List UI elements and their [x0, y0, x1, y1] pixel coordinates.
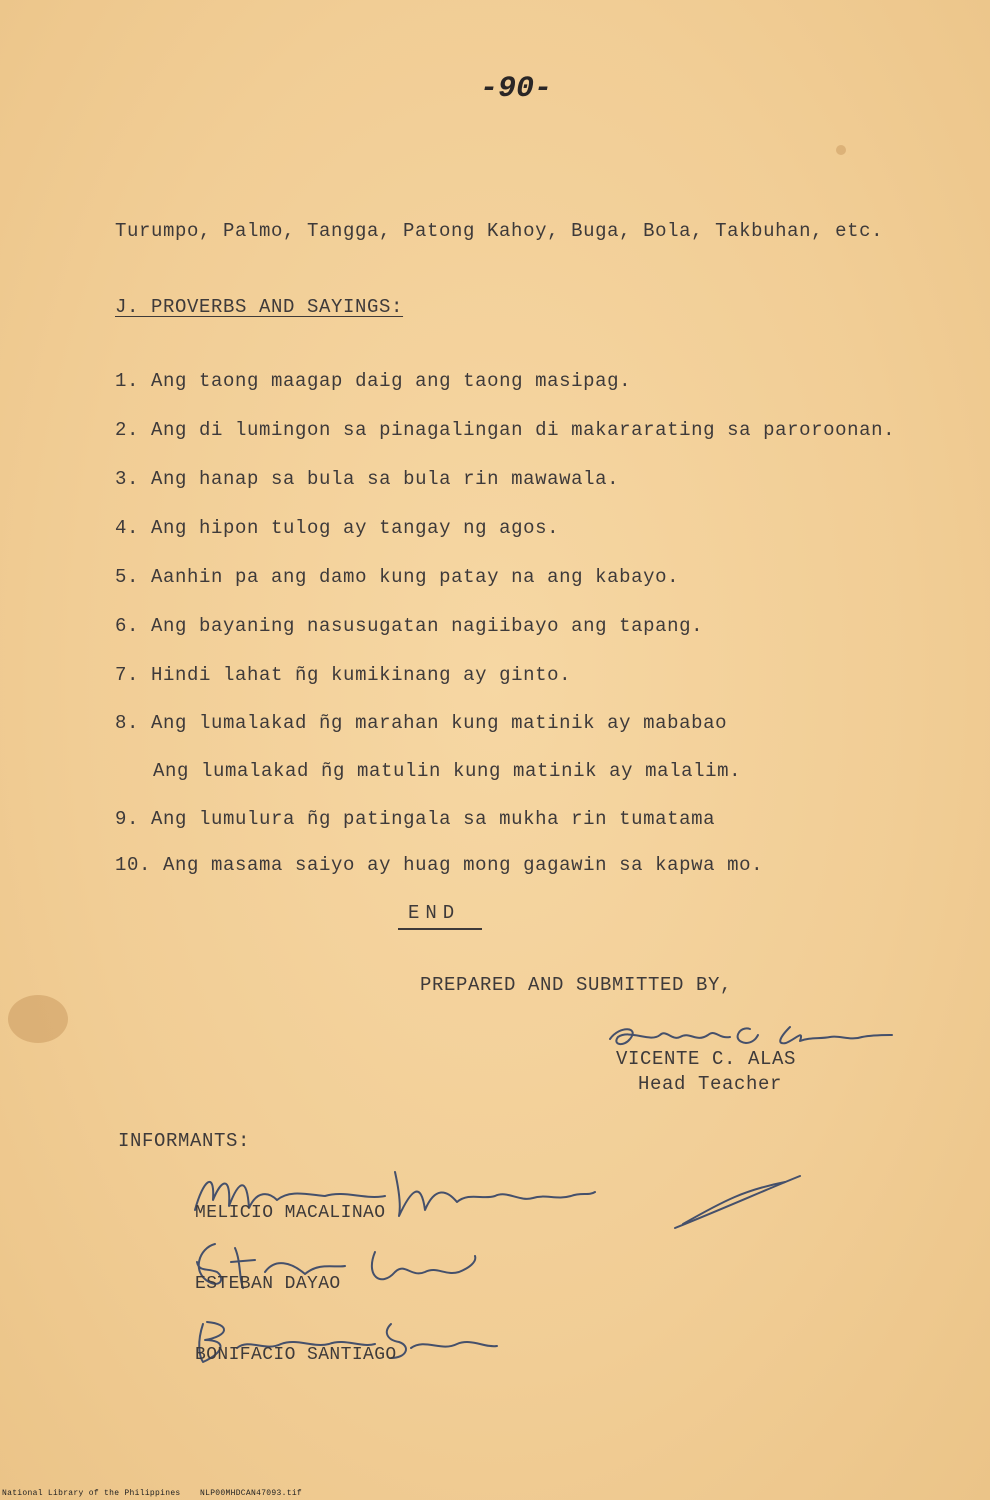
- proverb-text: Ang di lumingon sa pinagalingan di makararating sa paroroonan.: [151, 419, 896, 441]
- head-teacher-name: VICENTE C. ALAS: [616, 1048, 797, 1070]
- footer-file-id: NLP00MHDCAN47093.tif: [200, 1489, 303, 1498]
- proverb-item-continuation: [153, 760, 741, 782]
- proverb-item: [115, 517, 559, 539]
- informant-signature-macalinao: [185, 1150, 805, 1240]
- proverb-text: Ang lumulura ñg patingala sa mukha rin tumatama: [151, 808, 716, 830]
- proverb-item: [115, 566, 679, 588]
- proverb-number: 1.: [115, 370, 140, 392]
- proverb-text: Ang masama saiyo ay huag mong gagawin sa kapwa mo.: [163, 854, 764, 876]
- proverb-text: Ang bayaning nasusugatan nagiibayo ang tapang.: [151, 615, 704, 637]
- proverb-item: [115, 808, 715, 830]
- page-number: -90-: [480, 72, 553, 106]
- proverb-item: [115, 419, 895, 441]
- proverb-text: Ang hanap sa bula sa bula rin mawawala.: [151, 468, 620, 490]
- proverb-text: Ang taong maagap daig ang taong masipag.: [151, 370, 632, 392]
- water-stain: [8, 995, 68, 1043]
- proverb-text: Hindi lahat ñg kumikinang ay ginto.: [151, 664, 572, 686]
- proverb-number: 7.: [115, 664, 140, 686]
- proverb-number: 9.: [115, 808, 140, 830]
- paper-speck: [836, 145, 846, 155]
- proverb-number: 2.: [115, 419, 140, 441]
- proverb-number: 8.: [115, 712, 140, 734]
- proverb-item: [115, 615, 703, 637]
- proverb-item: [115, 712, 727, 734]
- proverb-item: [115, 664, 571, 686]
- proverb-text: Ang lumalakad ñg marahan kung matinik ay mababao: [151, 712, 728, 734]
- proverb-number: 6.: [115, 615, 140, 637]
- proverb-number: 10.: [115, 854, 152, 876]
- proverb-text: Aanhin pa ang damo kung patay na ang kabayo.: [151, 566, 680, 588]
- proverb-number: 3.: [115, 468, 140, 490]
- proverb-number: 5.: [115, 566, 140, 588]
- end-mark: END: [408, 902, 461, 924]
- section-heading: J. PROVERBS AND SAYINGS:: [115, 296, 404, 318]
- proverb-text: Ang lumalakad ñg matulin kung matinik ay malalim.: [153, 760, 742, 782]
- proverb-item: [115, 854, 763, 876]
- proverb-number: 4.: [115, 517, 140, 539]
- prepared-by-label: PREPARED AND SUBMITTED BY,: [420, 974, 733, 996]
- end-underline: [398, 928, 482, 930]
- informant-name: BONIFACIO SANTIAGO: [195, 1345, 397, 1365]
- informants-label: INFORMANTS:: [118, 1130, 251, 1152]
- informant-name: MELICIO MACALINAO: [195, 1203, 386, 1223]
- informant-name: ESTEBAN DAYAO: [195, 1274, 341, 1294]
- games-list-line: Turumpo, Palmo, Tangga, Patong Kahoy, Buga, Bola, Takbuhan, etc.: [115, 220, 884, 242]
- proverb-item: [115, 370, 631, 392]
- footer-library-credit: National Library of the Philippines: [2, 1489, 181, 1498]
- head-teacher-title: Head Teacher: [638, 1073, 783, 1095]
- proverb-text: Ang hipon tulog ay tangay ng agos.: [151, 517, 560, 539]
- proverb-item: [115, 468, 619, 490]
